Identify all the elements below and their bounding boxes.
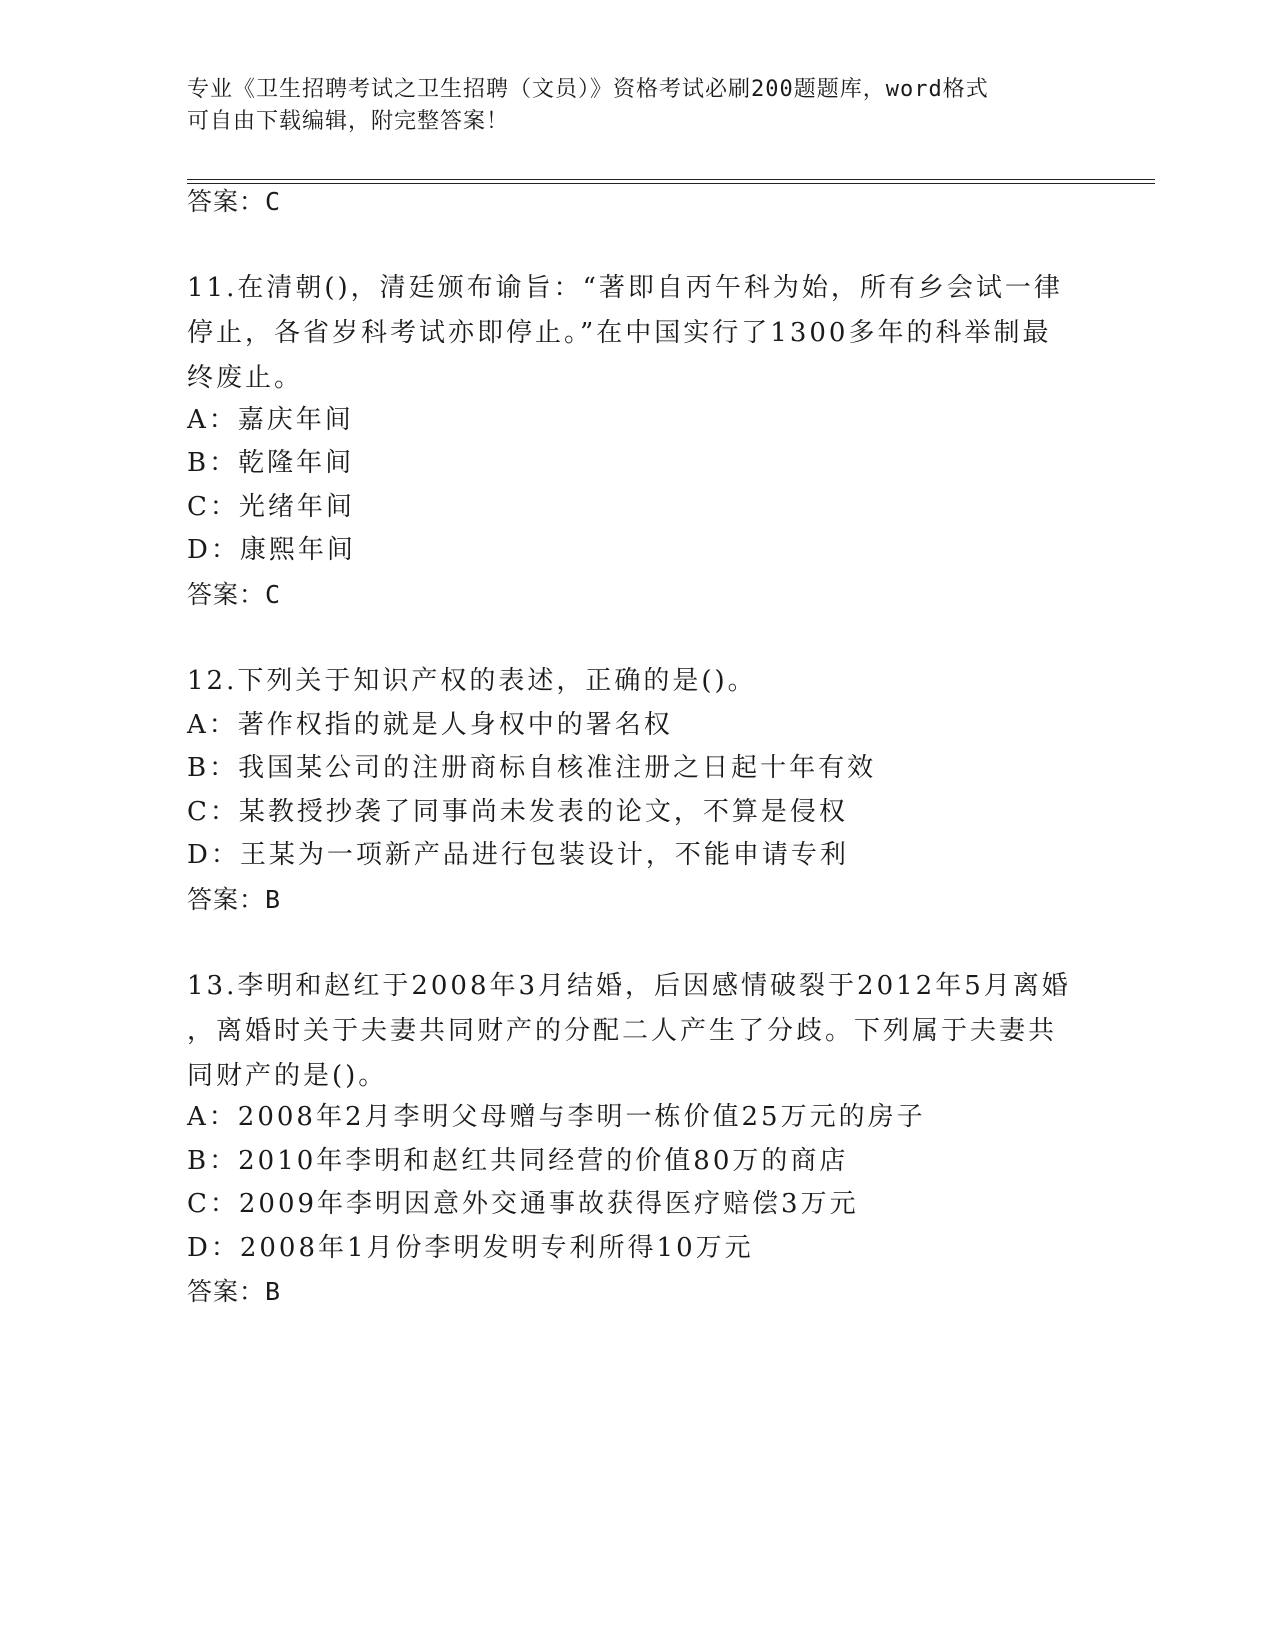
header-divider-top bbox=[187, 179, 1155, 180]
question-13-line-2: ，离婚时关于夫妻共同财产的分配二人产生了分歧。下列属于夫妻共 bbox=[187, 1016, 1058, 1046]
question-12-option-b: B：我国某公司的注册商标自核准注册之日起十年有效 bbox=[187, 753, 877, 783]
question-11-option-a: A：嘉庆年间 bbox=[187, 405, 354, 435]
question-12-answer: 答案：B bbox=[187, 885, 282, 914]
question-13-option-d: D：2008年1月份李明发明专利所得10万元 bbox=[187, 1233, 754, 1263]
question-11-option-c: C：光绪年间 bbox=[187, 492, 355, 522]
header-divider-bottom bbox=[187, 183, 1155, 184]
question-13-text bbox=[187, 964, 1071, 1099]
question-13-line-1: 13.李明和赵红于2008年3月结婚，后因感情破裂于2012年5月离婚 bbox=[187, 971, 1071, 1001]
question-13-option-a: A：2008年2月李明父母赠与李明一栋价值25万元的房子 bbox=[187, 1102, 926, 1132]
question-12-line-1: 12.下列关于知识产权的表述，正确的是()。 bbox=[187, 666, 757, 696]
question-13-answer: 答案：B bbox=[187, 1277, 282, 1306]
question-12-option-d: D：王某为一项新产品进行包装设计，不能申请专利 bbox=[187, 840, 849, 870]
question-11-line-1: 11.在清朝()，清廷颁布谕旨：“著即自丙午科为始，所有乡会试一律 bbox=[187, 273, 1063, 303]
question-12-option-c: C：某教授抄袭了同事尚未发表的论文，不算是侵权 bbox=[187, 797, 848, 827]
answer-previous: 答案：C bbox=[187, 187, 282, 216]
question-11-option-d: D：康熙年间 bbox=[187, 535, 356, 565]
question-13-option-b: B：2010年李明和赵红共同经营的价值80万的商店 bbox=[187, 1146, 849, 1176]
question-12-text bbox=[187, 659, 1067, 704]
question-11-line-2: 停止，各省岁科考试亦即停止。”在中国实行了1300多年的科举制最 bbox=[187, 318, 1052, 348]
question-12-option-a: A：著作权指的就是人身权中的署名权 bbox=[187, 710, 673, 740]
header-line-2: 可自由下载编辑，附完整答案！ bbox=[187, 109, 510, 134]
question-11-line-3: 终废止。 bbox=[187, 363, 304, 393]
question-11-answer: 答案：C bbox=[187, 580, 282, 609]
header-line-1: 专业《卫生招聘考试之卫生招聘（文员）》资格考试必刷200题题库，word格式 bbox=[187, 77, 989, 102]
question-13-option-c: C：2009年李明因意外交通事故获得医疗赔偿3万元 bbox=[187, 1189, 859, 1219]
page-header bbox=[187, 74, 1067, 138]
question-11-option-b: B：乾隆年间 bbox=[187, 448, 355, 478]
question-13-line-3: 同财产的是()。 bbox=[187, 1061, 388, 1091]
question-11-text bbox=[187, 266, 1067, 401]
